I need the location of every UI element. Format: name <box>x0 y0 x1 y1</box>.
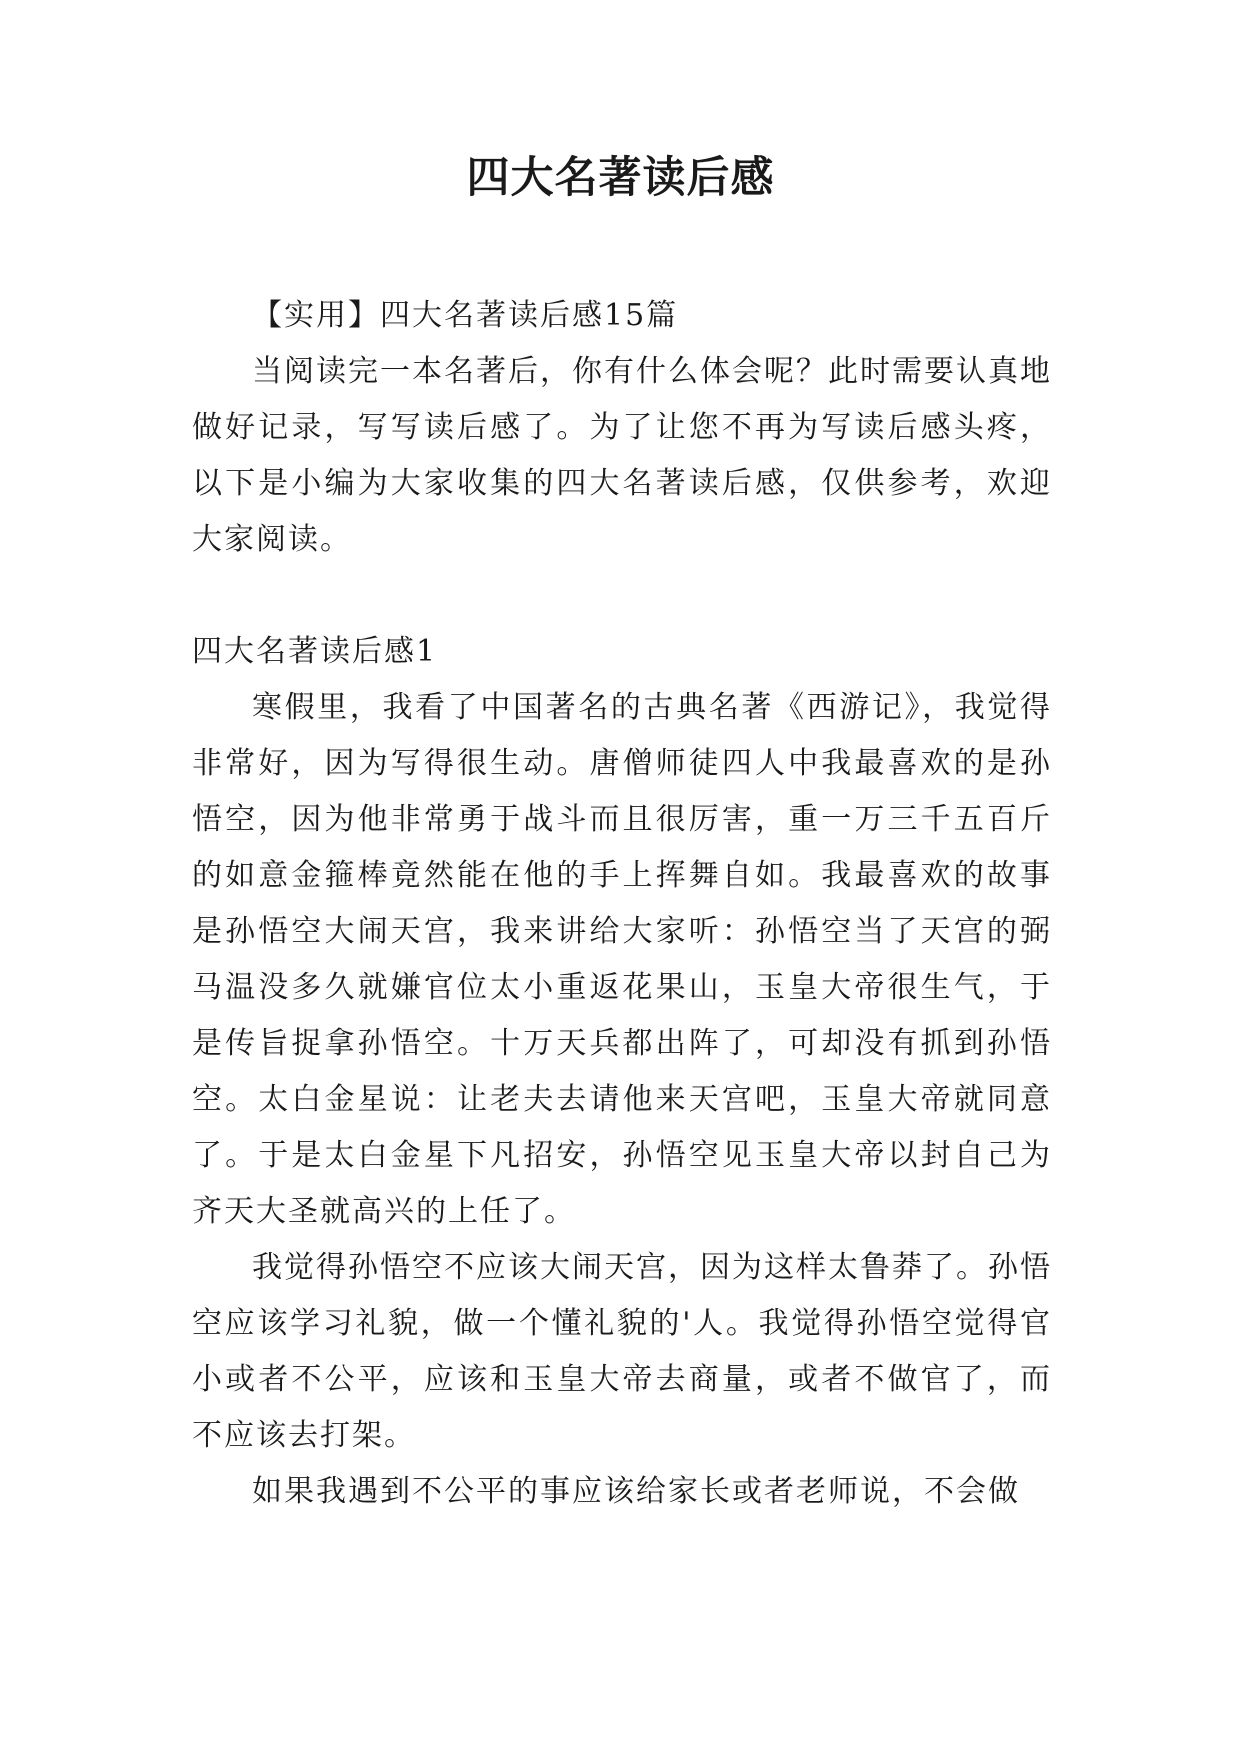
body-paragraph: 寒假里，我看了中国著名的古典名著《西游记》，我觉得非常好，因为写得很生动。唐僧师徒四人中我最喜欢的是孙悟空，因为他非常勇于战斗而且很厉害，重一万三千五百斤的如意金箍棒竟然能在他的手上挥舞自如。我最喜欢的故事是孙悟空大闹天宫，我来讲给大家听：孙悟空当了天宫的弼马温没多久就嫌官位太小重返花果山，玉皇大帝很生气，于是传旨捉拿孙悟空。十万天兵都出阵了，可却没有抓到孙悟空。太白金星说：让老夫去请他来天宫吧，玉皇大帝就同意了。于是太白金星下凡招安，孙悟空见玉皇大帝以封自己为齐天大圣就高兴的上任了。 <box>192 690 1052 1229</box>
body-paragraph: 我觉得孙悟空不应该大闹天宫，因为这样太鲁莽了。孙悟空应该学习礼貌，做一个懂礼貌的'人。我觉得孙悟空觉得官小或者不公平，应该和玉皇大帝去商量，或者不做官了，而不应该去打架。 <box>192 1250 1052 1453</box>
body-paragraph: 如果我遇到不公平的事应该给家长或者老师说，不会做 <box>252 1474 1020 1509</box>
intro-paragraph: 当阅读完一本名著后，你有什么体会呢？此时需要认真地做好记录，写写读后感了。为了让您不再为写读后感头疼，以下是小编为大家收集的四大名著读后感，仅供参考，欢迎大家阅读。 <box>192 354 1052 557</box>
section-heading: 四大名著读后感1 <box>192 634 438 669</box>
section-gap <box>192 568 1052 624</box>
document-title: 四大名著读后感 <box>466 153 775 203</box>
document-body <box>192 288 1052 1520</box>
document-subtitle: 【实用】四大名著读后感15篇 <box>252 298 679 333</box>
